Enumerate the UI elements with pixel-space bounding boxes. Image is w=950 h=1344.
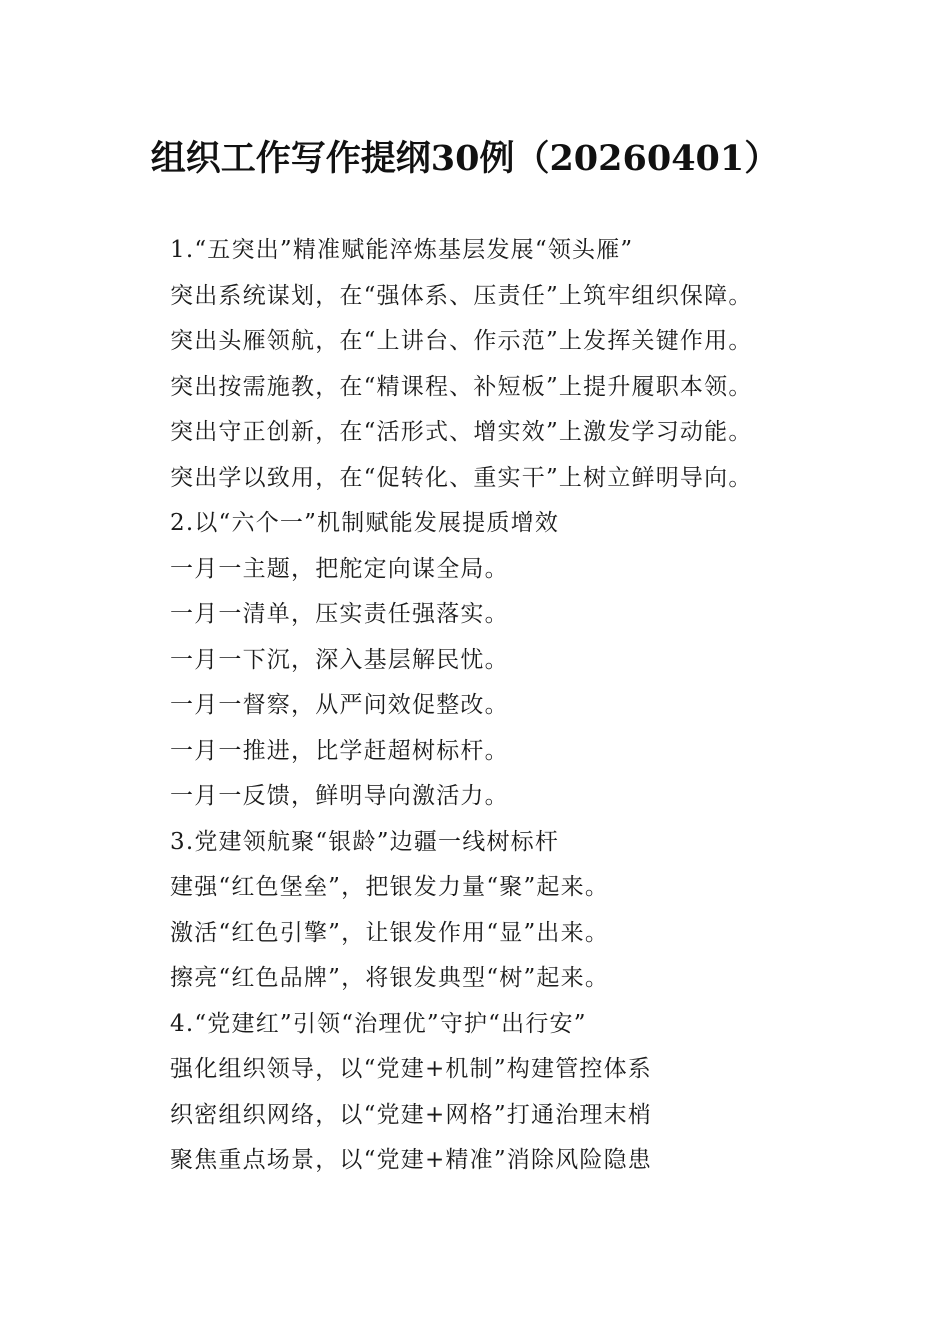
text-line: 突出按需施教，在“精课程、补短板”上提升履职本领。	[170, 373, 753, 400]
text-line: 建强“红色堡垒”，把银发力量“聚”起来。	[170, 874, 610, 900]
section-heading-4: 4.“党建红”引领“治理优”守护“出行安”	[170, 1010, 587, 1037]
text-line: 强化组织领导，以“党建+机制”构建管控体系	[170, 1056, 652, 1082]
text-line: 一月一下沉，深入基层解民忧。	[170, 646, 509, 673]
text-line: 聚焦重点场景，以“党建+精准”消除风险隐患	[170, 1147, 652, 1173]
text-line: 织密组织网络，以“党建+网格”打通治理末梢	[170, 1101, 652, 1128]
text-line: 突出系统谋划，在“强体系、压责任”上筑牢组织保障。	[170, 282, 753, 309]
document-body	[170, 228, 820, 1184]
text-line: 突出守正创新，在“活形式、增实效”上激发学习动能。	[170, 419, 753, 445]
section-heading-1: 1.“五突出”精准赋能淬炼基层发展“领头雁”	[170, 237, 634, 263]
text-line: 一月一主题，把舵定向谋全局。	[170, 555, 509, 582]
text-line: 突出头雁领航，在“上讲台、作示范”上发挥关键作用。	[170, 328, 753, 354]
text-line: 擦亮“红色品牌”，将银发典型“树”起来。	[170, 965, 610, 991]
section-heading-3: 3.党建领航聚“银龄”边疆一线树标杆	[170, 828, 560, 855]
text-line: 一月一反馈，鲜明导向激活力。	[170, 783, 509, 809]
text-line: 一月一推进，比学赶超树标杆。	[170, 737, 509, 764]
text-line: 激活“红色引擎”，让银发作用“显”出来。	[170, 919, 610, 946]
section-heading-2: 2.以“六个一”机制赋能发展提质增效	[170, 510, 560, 536]
text-line: 一月一督察，从严问效促整改。	[170, 692, 509, 718]
text-line: 一月一清单，压实责任强落实。	[170, 601, 509, 627]
text-line: 突出学以致用，在“促转化、重实干”上树立鲜明导向。	[170, 464, 753, 491]
document-title: 组织工作写作提纲30例（20260401）	[150, 138, 780, 179]
